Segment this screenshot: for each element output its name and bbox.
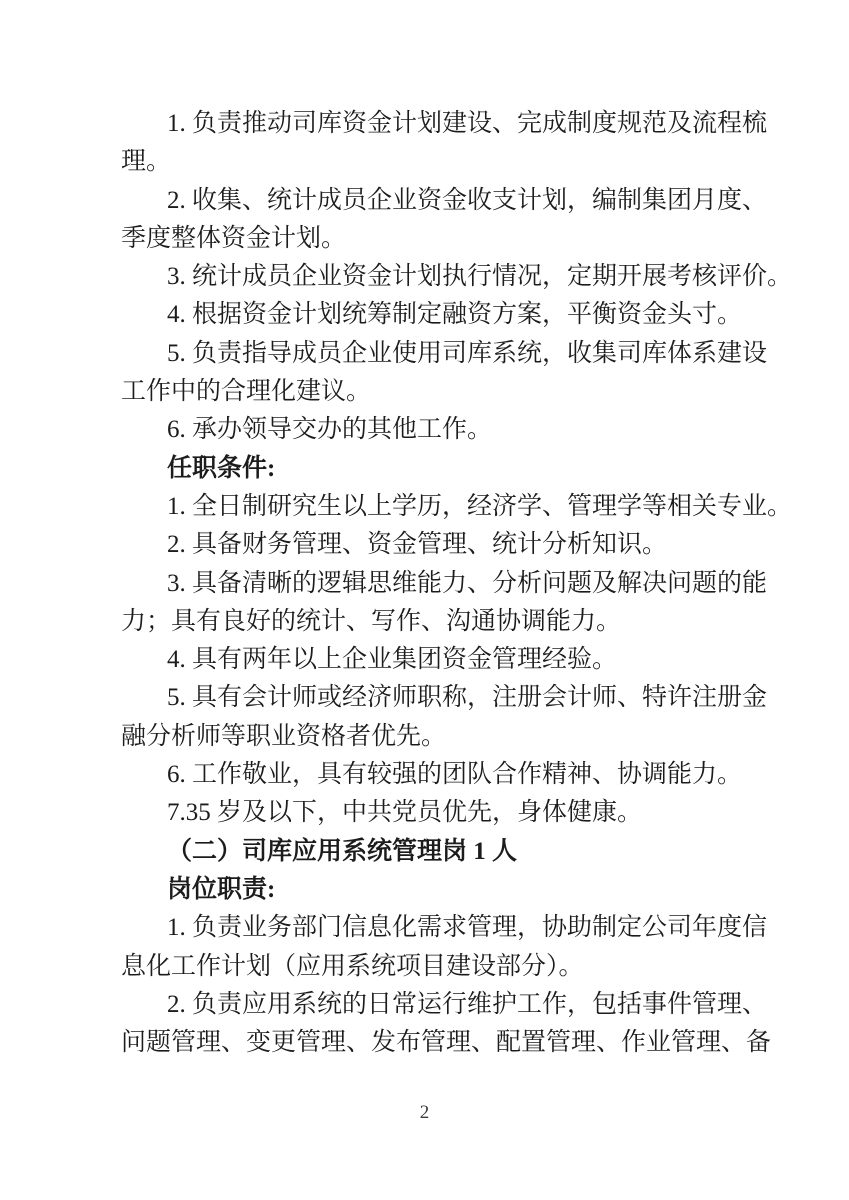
text-line: 2. 负责应用系统的日常运行维护工作，包括事件管理、	[167, 990, 768, 1018]
text-line: 4. 根据资金计划统筹制定融资方案，平衡资金头寸。	[167, 301, 743, 329]
text-line: 7.35 岁及以下，中共党员优先，身体健康。	[167, 799, 643, 827]
text-line: 2. 收集、统计成员企业资金收支计划，编制集团月度、	[167, 186, 768, 214]
text-line: 季度整体资金计划。	[121, 224, 347, 252]
text-line: 4. 具有两年以上企业集团资金管理经验。	[167, 646, 618, 674]
text-line: （二）司库应用系统管理岗 1 人	[167, 837, 518, 865]
text-line: 2. 具备财务管理、资金管理、统计分析知识。	[167, 531, 668, 559]
text-line: 1. 负责推动司库资金计划建设、完成制度规范及流程梳	[167, 110, 768, 137]
text-line: 融分析师等职业资格者优先。	[121, 722, 447, 750]
text-line: 理。	[121, 148, 172, 176]
text-line: 力；具有良好的统计、写作、沟通协调能力。	[121, 607, 622, 635]
text-line: 1. 负责业务部门信息化需求管理，协助制定公司年度信	[167, 914, 768, 942]
text-line: 3. 统计成员企业资金计划执行情况，定期开展考核评价。	[167, 263, 793, 291]
text-line: 息化工作计划（应用系统项目建设部分）。	[121, 952, 584, 980]
text-line: 1. 全日制研究生以上学历，经济学、管理学等相关专业。	[167, 492, 793, 520]
text-line: 5. 具有会计师或经济师职称，注册会计师、特许注册金	[167, 684, 768, 712]
text-line: 工作中的合理化建议。	[121, 378, 372, 406]
text-line: 5. 负责指导成员企业使用司库系统，收集司库体系建设	[167, 339, 768, 367]
text-line: 任职条件:	[167, 454, 276, 482]
text-line: 问题管理、变更管理、发布管理、配置管理、作业管理、备	[121, 1029, 772, 1057]
text-line: 6. 工作敬业，具有较强的团队合作精神、协调能力。	[167, 761, 743, 789]
document-body	[121, 105, 793, 1062]
text-line: 6. 承办领导交办的其他工作。	[167, 416, 493, 444]
text-line: 3. 具备清晰的逻辑思维能力、分析问题及解决问题的能	[167, 569, 768, 597]
text-line: 岗位职责:	[167, 875, 276, 903]
page-number: 2	[419, 1102, 430, 1123]
